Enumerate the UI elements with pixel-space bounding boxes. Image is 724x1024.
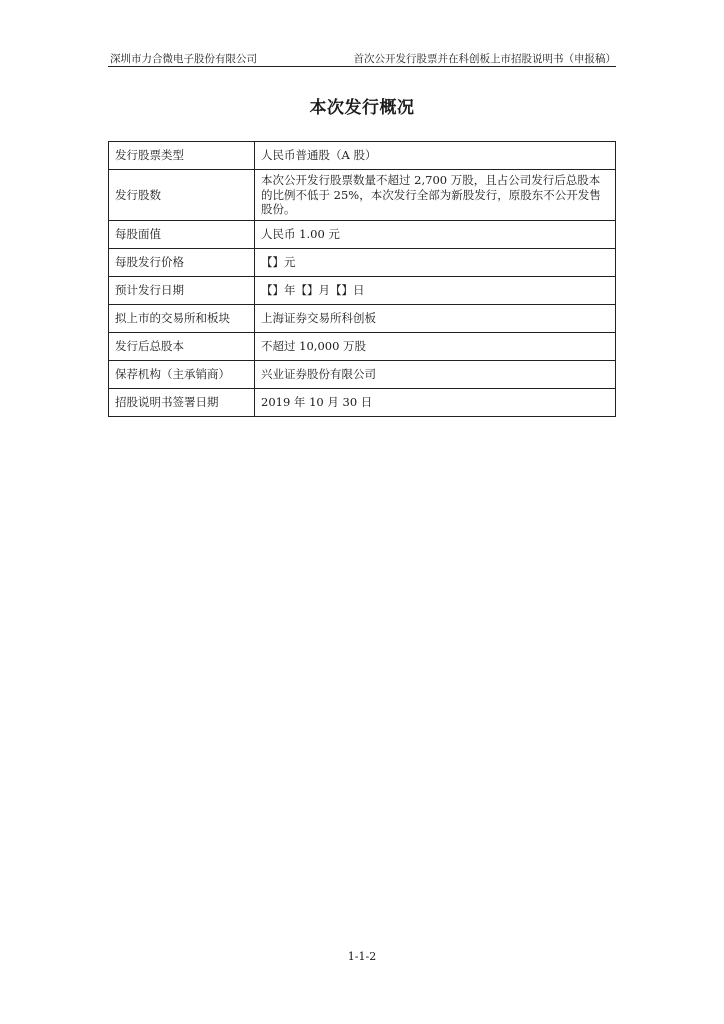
row-label-issue-date: 预计发行日期 [109, 277, 255, 305]
running-header [108, 52, 616, 67]
row-value-sponsor: 兴业证券股份有限公司 [255, 361, 616, 389]
row-label-signing-date: 招股说明书签署日期 [109, 389, 255, 417]
table-row [109, 277, 616, 305]
table-row [109, 361, 616, 389]
table-row [109, 389, 616, 417]
row-label-par-value: 每股面值 [109, 221, 255, 249]
row-label-sponsor: 保荐机构（主承销商） [109, 361, 255, 389]
header-document-title: 首次公开发行股票并在科创板上市招股说明书（申报稿） [353, 53, 616, 65]
row-label-issue-price: 每股发行价格 [109, 249, 255, 277]
row-value-share-count: 本次公开发行股票数量不超过 2,700 万股，且占公司发行后总股本的比例不低于 25%，本次发行全部为新股发行，原股东不公开发售股份。 [255, 170, 616, 221]
header-rule [108, 66, 616, 67]
table-row [109, 142, 616, 170]
table-row [109, 221, 616, 249]
header-company-name: 深圳市力合微电子股份有限公司 [110, 53, 257, 65]
row-value-exchange-board: 上海证券交易所科创板 [255, 305, 616, 333]
row-value-par-value: 人民币 1.00 元 [255, 221, 616, 249]
row-label-share-type: 发行股票类型 [109, 142, 255, 170]
row-label-share-count: 发行股数 [109, 170, 255, 221]
page-number: 1-1-2 [347, 950, 377, 963]
row-label-total-shares: 发行后总股本 [109, 333, 255, 361]
page-title: 本次发行概况 [309, 98, 415, 118]
row-label-exchange-board: 拟上市的交易所和板块 [109, 305, 255, 333]
table-row [109, 333, 616, 361]
row-value-issue-date: 【】年【】月【】日 [255, 277, 616, 305]
row-value-signing-date: 2019 年 10 月 30 日 [255, 389, 616, 417]
table-row [109, 305, 616, 333]
row-value-issue-price: 【】元 [255, 249, 616, 277]
offering-overview-table [108, 141, 616, 417]
row-value-share-type: 人民币普通股（A 股） [255, 142, 616, 170]
table-row [109, 170, 616, 221]
table-row [109, 249, 616, 277]
row-value-total-shares: 不超过 10,000 万股 [255, 333, 616, 361]
